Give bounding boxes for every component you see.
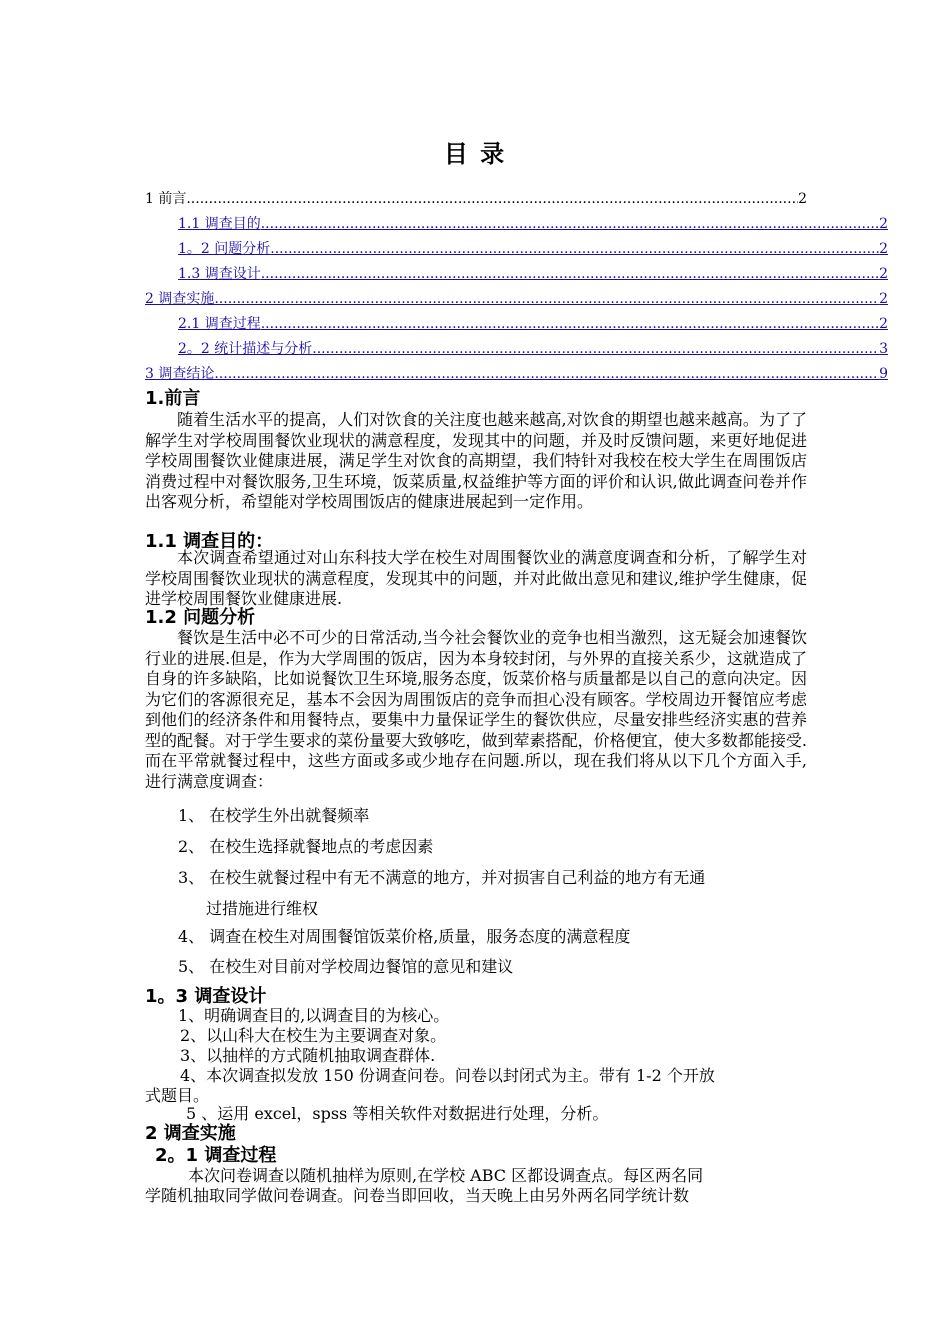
heading-survey-design: 1。3 调查设计: [145, 986, 267, 1007]
toc-leader: [261, 265, 879, 283]
toc-entry-1-2[interactable]: [178, 240, 888, 258]
toc-leader: [186, 190, 798, 208]
toc-entry-page: 9: [879, 366, 888, 382]
process-line: 本次问卷调查以随机抽样为原则,在学校 ABC 区都设调查点。每区两名同: [188, 1166, 704, 1185]
heading-preface: 1.前言: [145, 388, 201, 409]
toc-leader: [261, 215, 879, 233]
toc-leader: [214, 290, 879, 308]
toc-entry-page: 2: [879, 291, 888, 307]
list-item-continuation: 过措施进行维权: [206, 899, 319, 918]
paragraph-preface: 随着生活水平的提高，人们对饮食的关注度也越来越高,对饮食的期望也越来越高。为了了解学生对学校周围餐饮业现状的满意程度，发现其中的问题，并及时反馈问题，来更好地促进学校周围餐饮业健康进展，满足学生对饮食的高期望，我们特针对我校在校大学生在周围饭店消费过程中对餐饮服务,卫生环境，饭菜质量,权益维护等方面的评价和认识,做此调查问卷并作出客观分析，希望能对学校周围饭店的健康进展起到一定作用。: [145, 410, 807, 511]
toc-leader: [270, 240, 879, 258]
toc-title: 目 录: [443, 140, 507, 168]
paragraph-problem-analysis: 餐饮是生活中必不可少的日常活动,当今社会餐饮业的竞争也相当激烈，这无疑会加速餐饮行业的进展.但是，作为大学周围的饭店，因为本身较封闭，与外界的直接关系少，这就造成了自身的许多缺陷，比如说餐饮卫生环境,服务态度，饭菜价格与质量都是以自己的意向决定。因为它们的客源很充足，基本不会因为周围饭店的竞争而担心没有顾客。学校周边开餐馆应考虑到他们的经济条件和用餐特点，要集中力量保证学生的餐饮供应，尽量安排些经济实惠的营养型的配餐。对于学生要求的菜份量要大致够吃，做到荤素搭配，价格便宜，使大多数都能接受.而在平常就餐过程中，这些方面或多或少地存在问题.所以，现在我们将从以下几个方面入手,进行满意度调查：: [145, 628, 807, 791]
list-item: 3、 在校生就餐过程中有无不满意的地方，并对损害自己利益的地方有无通: [178, 868, 706, 887]
toc-entry-label: 2.1 调查过程: [178, 316, 261, 332]
toc-entry-label: 1。2 问题分析: [178, 241, 271, 257]
toc-entry-1-3[interactable]: [178, 265, 888, 283]
list-item: 2、 在校生选择就餐地点的考虑因素: [178, 837, 434, 856]
toc-entry-label: 1 前言: [145, 191, 187, 207]
toc-entry-page: 2: [879, 216, 888, 232]
toc-entry-label: 3 调查结论: [145, 366, 215, 382]
paragraph-survey-purpose: 本次调查希望通过对山东科技大学在校生对周围餐饮业的满意度调查和分析，了解学生对学校周围餐饮业现状的满意程度，发现其中的问题，并对此做出意见和建议,维护学生健康，促进学校周围餐饮业健康进展.: [145, 548, 807, 608]
toc-entry-label: 1.3 调查设计: [178, 266, 261, 282]
toc-entry-2[interactable]: [145, 290, 888, 308]
toc-entry-2-1[interactable]: [178, 315, 888, 333]
list-item: 1、 在校学生外出就餐频率: [178, 806, 370, 825]
design-line: 4、本次调查拟发放 150 份调查问卷。问卷以封闭式为主。带有 1-2 个开放: [180, 1066, 715, 1085]
toc-entry-page: 2: [879, 266, 888, 282]
design-line: 3、以抽样的方式随机抽取调查群体.: [180, 1046, 436, 1065]
toc-entry-label: 1.1 调查目的: [178, 216, 261, 232]
toc-entry-label: 2 调查实施: [145, 291, 215, 307]
heading-problem-analysis: 1.2 问题分析: [145, 607, 256, 628]
toc-entry-label: 2。2 统计描述与分析: [178, 341, 313, 357]
toc-entry-1[interactable]: [145, 190, 807, 208]
design-line: 1、明确调查目的,以调查目的为核心。: [178, 1006, 450, 1025]
toc-entry-3[interactable]: [145, 365, 888, 383]
process-line: 学随机抽取同学做问卷调查。问卷当即回收，当天晚上由另外两名同学统计数: [145, 1186, 690, 1205]
design-line: 式题目。: [145, 1086, 210, 1105]
design-line: 5 、运用 excel，spss 等相关软件对数据进行处理，分析。: [186, 1104, 609, 1123]
toc-entry-2-2[interactable]: [178, 340, 888, 358]
heading-survey-process: 2。1 调查过程: [155, 1145, 277, 1166]
heading-survey-purpose: 1.1 调查目的：: [145, 531, 274, 552]
toc-entry-page: 2: [879, 316, 888, 332]
heading-implementation: 2 调查实施: [145, 1123, 236, 1144]
toc-entry-page: 2: [879, 241, 888, 257]
toc-leader: [312, 340, 879, 358]
toc-entry-page: 2: [798, 191, 807, 207]
toc-leader: [261, 315, 879, 333]
toc-leader: [214, 365, 879, 383]
list-item: 5、 在校生对目前对学校周边餐馆的意见和建议: [178, 957, 514, 976]
toc-entry-1-1[interactable]: [178, 215, 888, 233]
toc-entry-page: 3: [879, 341, 888, 357]
list-item: 4、 调查在校生对周围餐馆饭菜价格,质量，服务态度的满意程度: [178, 927, 631, 946]
design-line: 2、以山科大在校生为主要调查对象。: [180, 1026, 447, 1045]
